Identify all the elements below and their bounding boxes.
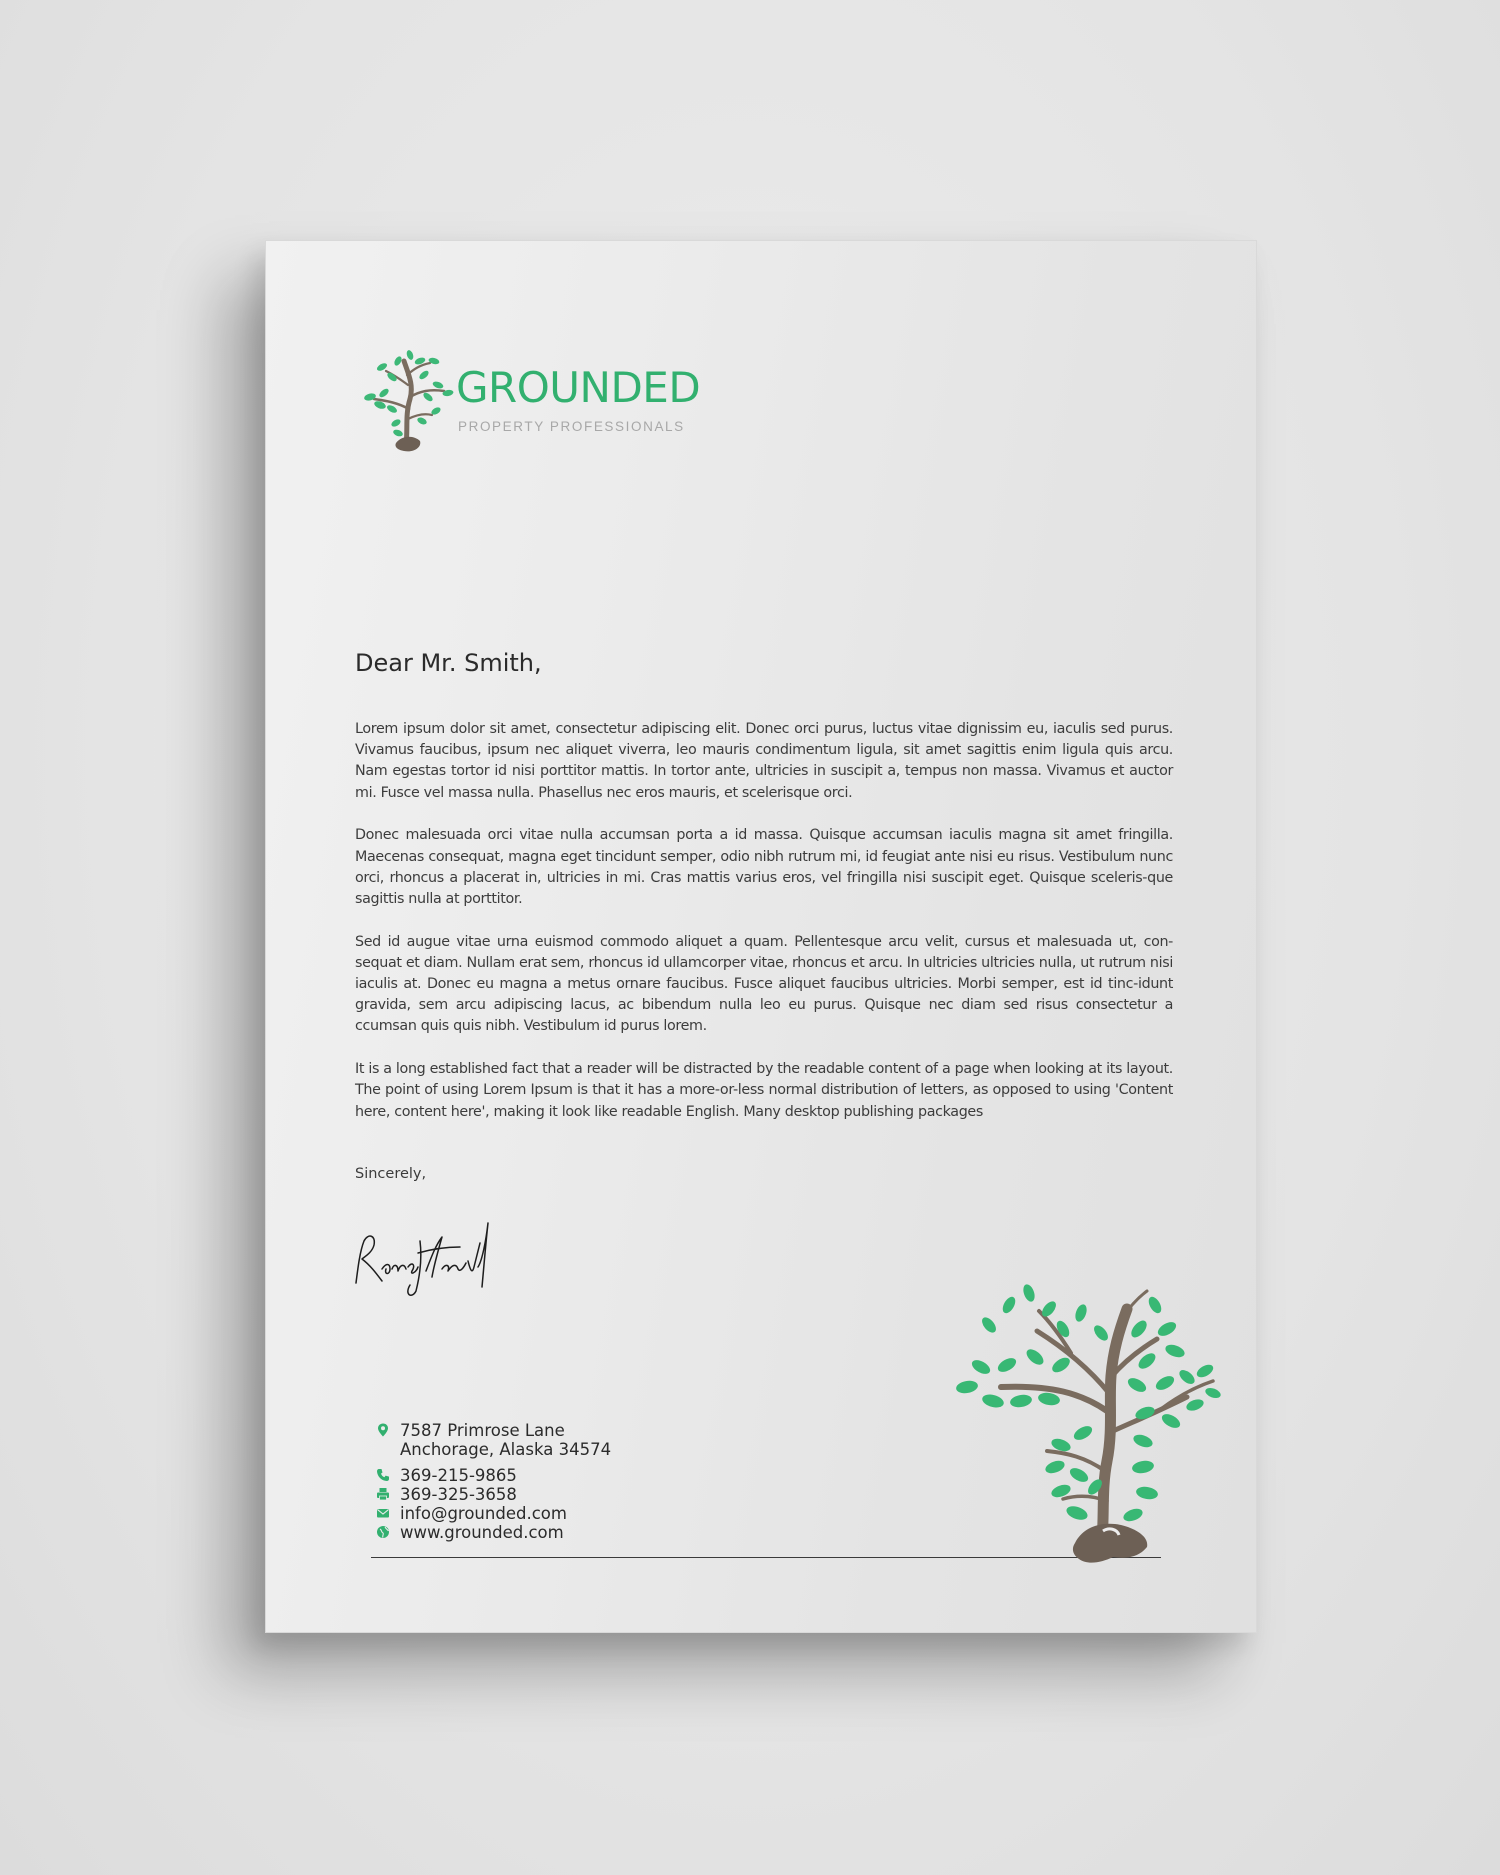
body-paragraph: Donec malesuada orci vitae nulla accumsan porta a id massa. Quisque accumsan iaculis magna sit amet fringilla. Maecenas consequat, magna eget tincidunt semper, odio nibh rutrum mi, id feugiat ante nisi eu risus. Vestibulum nunc orci, rhoncus a placerat in, ultricies in mi. Cras mattis varius eros, vel fringilla nisi suscipit eget. Quisque sceleris-que sagittis nulla at porttitor. — [355, 827, 1173, 907]
contact-email — [374, 1504, 611, 1523]
contact-fax — [374, 1485, 611, 1504]
letter-body — [355, 719, 1173, 1144]
body-paragraph: Lorem ipsum dolor sit amet, consectetur adipiscing elit. Donec orci purus, luctus vitae dignissim eu, iaculis sed purus. Vivamus faucibus, ipsum nec aliquet viverra, leo mauris condimentum ligula, sit amet sagittis enim ligula quis arcu. Nam egestas tortor id nisi porttitor mattis. In tortor ante, ultricies in suscipit a, tempus non massa. Vivamus et auctor mi. Fusce vel massa nulla. Phasellus nec eros mauris, et scelerisque orci. — [355, 721, 1173, 801]
brand-name: GROUNDED — [456, 363, 701, 412]
letter-page — [265, 240, 1257, 1633]
brand-tagline: PROPERTY PROFESSIONALS — [458, 419, 685, 434]
contact-block — [374, 1421, 611, 1542]
email-icon — [376, 1506, 390, 1520]
contact-address — [374, 1421, 611, 1459]
website-link[interactable]: www.grounded.com — [400, 1523, 564, 1542]
body-paragraph: It is a long established fact that a reader will be distracted by the readable content of a page when looking at its layout. The point of using Lorem Ipsum is that it has a more-or-less normal distribution of letters, as opposed to using 'Content here, content here', making it look like readable English. Many desktop publishing packages — [355, 1061, 1173, 1120]
contact-website — [374, 1523, 611, 1542]
tree-logo-icon — [358, 349, 458, 453]
body-paragraph: Sed id augue vitae urna euismod commodo aliquet a quam. Pellentesque arcu velit, cursus et malesuada ut, con-sequat et diam. Nullam erat sem, rhoncus id ullamcorper vitae, rhoncus et arcu. In ultricies ultricies nulla, ut rutrum nisi iaculis at. Donec eu magna a metus ornare faucibus. Fusce aliquet faucibus ultricies. Morbi semper, est id tinc-idunt gravida, sem arcu adipiscing lacus, ac bibendum nulla leo eu purus. Quisque nec diam sed risus consectetur a ccumsan quis quis nibh. Vestibulum id purus lorem. — [355, 933, 1173, 1035]
address-line-2: Anchorage, Alaska 34574 — [400, 1440, 612, 1459]
phone-icon — [376, 1468, 390, 1482]
address-line-1: 7587 Primrose Lane — [400, 1421, 565, 1440]
globe-icon — [376, 1525, 390, 1539]
closing: Sincerely, — [355, 1166, 427, 1182]
tree-illustration-icon — [951, 1281, 1221, 1571]
location-pin-icon — [376, 1423, 390, 1437]
contact-phone — [374, 1466, 611, 1485]
fax-number: 369-325-3658 — [400, 1485, 517, 1504]
email-link[interactable]: info@grounded.com — [400, 1504, 567, 1523]
fax-icon — [376, 1487, 390, 1501]
letterhead-logo — [358, 349, 718, 459]
signature-icon — [352, 1211, 492, 1301]
phone-number[interactable]: 369-215-9865 — [400, 1466, 517, 1485]
salutation: Dear Mr. Smith, — [355, 649, 542, 677]
